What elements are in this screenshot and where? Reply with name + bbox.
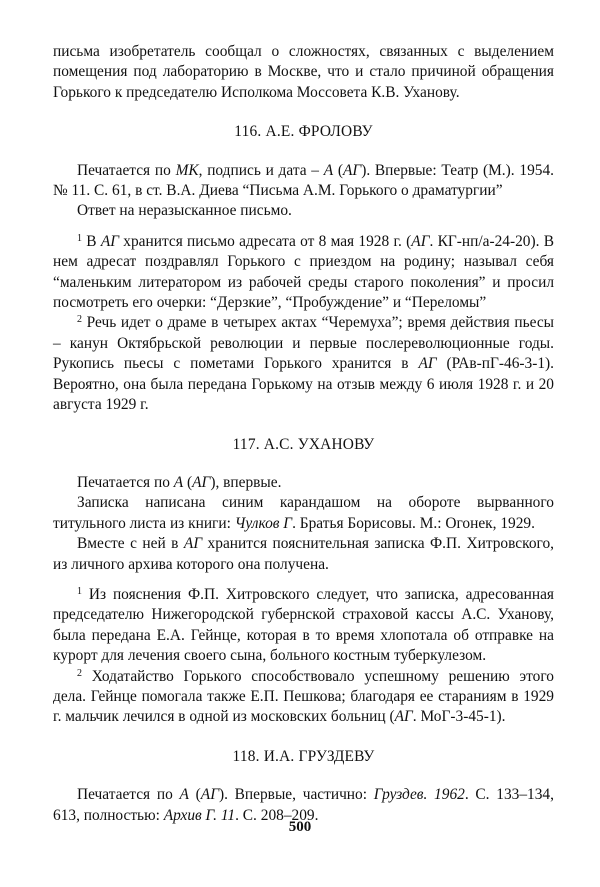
section-heading-117: 117. А.С. УХАНОВУ — [232, 435, 375, 453]
page-number: 500 — [288, 819, 312, 835]
s116-footnote-2: $^2$ Речь идет о драме в четырех актах “Черемуха”; время действия пьесы – канун Октябрьской революции и первые послереволюционные годы. Рукопись пьесы с пометами Горького хранится в АГ (РАв-пГ-46-3-1). Вероятно, она была передана Горькому на отзыв между 6 июля 1928 г. и 20 августа 1929 г. — [53, 314, 554, 414]
s116-footnote-1: $^1$ В АГ хранится письмо адресата от 8 мая 1928 г. (АГ. КГ-нп/а-24-20). В нем адресат поздравлял Горького с приездом на родину; называл себя “маленьким литератором из рабочей среды старого поколения” и просил посмотреть его очерки: “Дерзкие”, “Пробуждение” и “Переломы” — [53, 232, 554, 312]
s117-footnote-1: $^1$ Из пояснения Ф.П. Хитровского следует, что записка, адресованная председателю Нижегородской губернской страховой кассы А.С. Уханову, была передана Е.А. Гейнце, которая в то время хлопотала об отправке на курорт для лечения своего сына, больного костным туберкулезом. — [53, 585, 554, 665]
section-heading-116: 116. А.Е. ФРОЛОВУ — [234, 123, 373, 141]
s117-note-description: Записка написана синим карандашом на обороте вырванного титульного листа из книги: Чулков Г. Братья Борисовы. М.: Огонек, 1929. — [53, 494, 554, 532]
s118-publication-note: Печатается по А (АГ). Впервые, частично: Груздев. 1962. С. 133–134, 613, полностью: Архив Г. 11. С. 208–209. — [53, 786, 554, 824]
s117-publication-note: Печатается по А (АГ), впервые. — [77, 473, 282, 491]
intro-paragraph: письма изобретатель сообщал о сложностях, связанных с выделением помещения под лабораторию в Москве, что и стало причиной обращения Горького к председателю Исполкома Моссовета К.В. Уханову. — [53, 43, 554, 101]
section-heading-118: 118. И.А. ГРУЗДЕВУ — [232, 747, 375, 765]
s116-publication-note: Печатается по МК, подпись и дата – А (АГ). Впервые: Театр (М.). 1954. № 11. С. 61, в ст. В.А. Диева “Письма А.М. Горького о драматургии” — [53, 161, 555, 200]
s116-reply-note: Ответ на неразысканное письмо. — [77, 202, 292, 220]
s117-footnote-2: $^2$ Ходатайство Горького способствовало успешному решению этого дела. Гейнце помогала также Е.П. Пешкова; благодаря ее стараниям в 1929 г. мальчик лечился в одной из московских больниц (АГ. МоГ-3-45-1). — [53, 667, 554, 726]
s117-note-provenance: Вместе с ней в АГ хранится пояснительная записка Ф.П. Хитровского, из личного архива которого она получена. — [53, 535, 554, 573]
